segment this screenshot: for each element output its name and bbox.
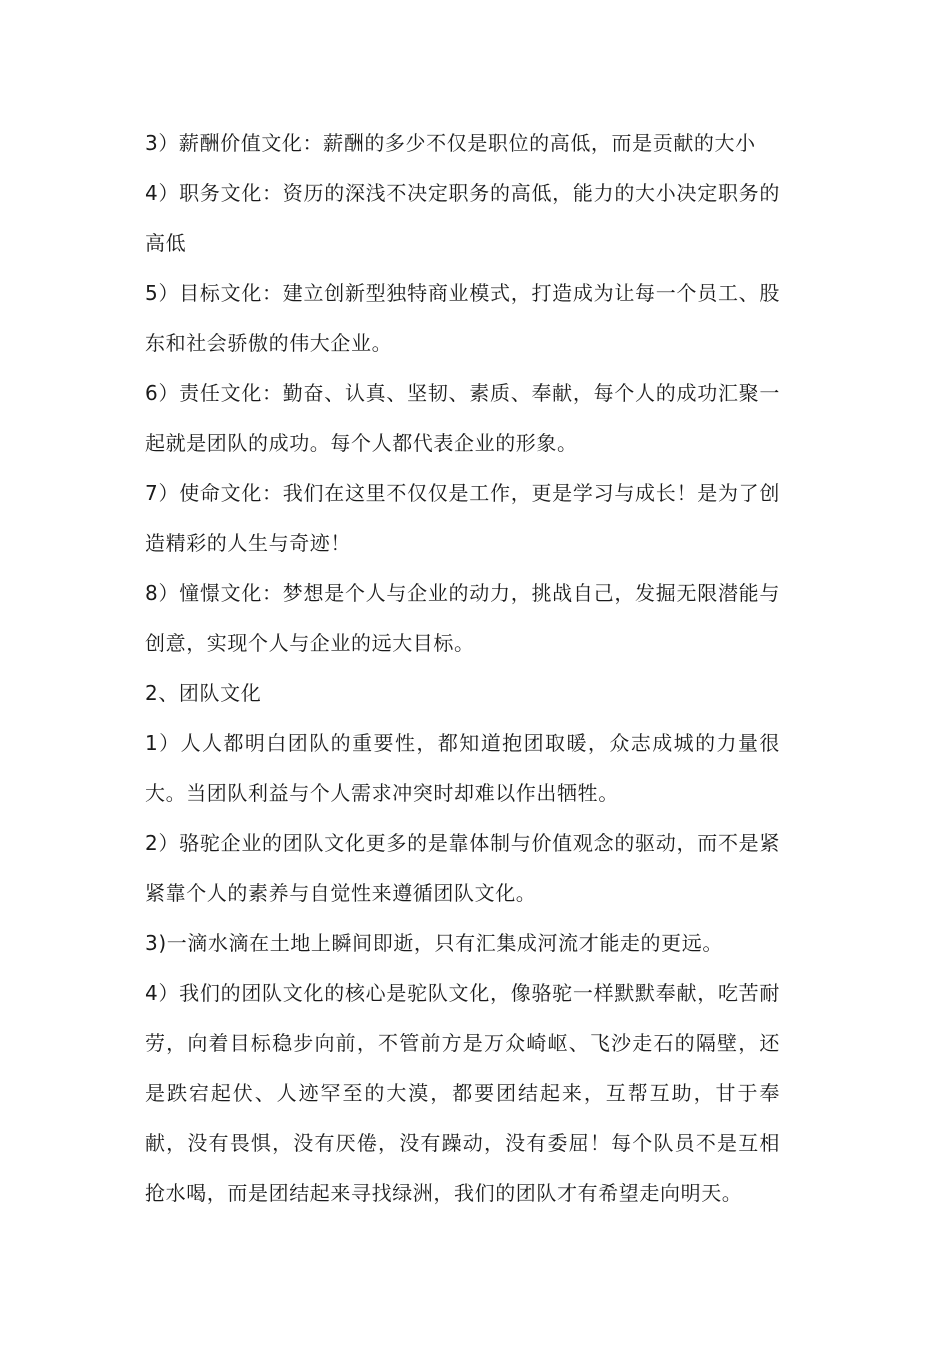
paragraph-position-culture: 4）职务文化：资历的深浅不决定职务的高低，能力的大小决定职务的高低 [145,181,780,255]
paragraph-responsibility-culture: 6）责任文化：勤奋、认真、坚韧、素质、奉献，每个人的成功汇聚一起就是团队的成功。每个人都代表企业的形象。 [145,381,780,455]
paragraph-team-point-3: 3)一滴水滴在土地上瞬间即逝，只有汇集成河流才能走的更远。 [145,931,723,955]
paragraph-goal-culture: 5）目标文化：建立创新型独特商业模式，打造成为让每一个员工、股东和社会骄傲的伟大企业。 [145,281,780,355]
section-heading-team-culture: 2、团队文化 [145,681,262,705]
paragraph-mission-culture: 7）使命文化：我们在这里不仅仅是工作，更是学习与成长！是为了创造精彩的人生与奇迹！ [145,481,780,555]
document-body [145,118,780,1218]
paragraph-team-point-4: 4）我们的团队文化的核心是驼队文化，像骆驼一样默默奉献，吃苦耐劳，向着目标稳步向前，不管前方是万众崎岖、飞沙走石的隔壁，还是跌宕起伏、人迹罕至的大漠，都要团结起来，互帮互助，甘于奉献，没有畏惧，没有厌倦，没有躁动，没有委屈！每个队员不是互相抢水喝，而是团结起来寻找绿洲，我们的团队才有希望走向明天。 [145,981,780,1205]
paragraph-team-point-2: 2）骆驼企业的团队文化更多的是靠体制与价值观念的驱动，而不是紧紧靠个人的素养与自觉性来遵循团队文化。 [145,831,780,905]
paragraph-salary-culture: 3）薪酬价值文化：薪酬的多少不仅是职位的高低，而是贡献的大小 [145,131,756,155]
paragraph-team-point-1: 1）人人都明白团队的重要性，都知道抱团取暖，众志成城的力量很大。当团队利益与个人需求冲突时却难以作出牺牲。 [145,731,780,805]
paragraph-vision-culture: 8）憧憬文化：梦想是个人与企业的动力，挑战自己，发掘无限潜能与创意，实现个人与企业的远大目标。 [145,581,780,655]
